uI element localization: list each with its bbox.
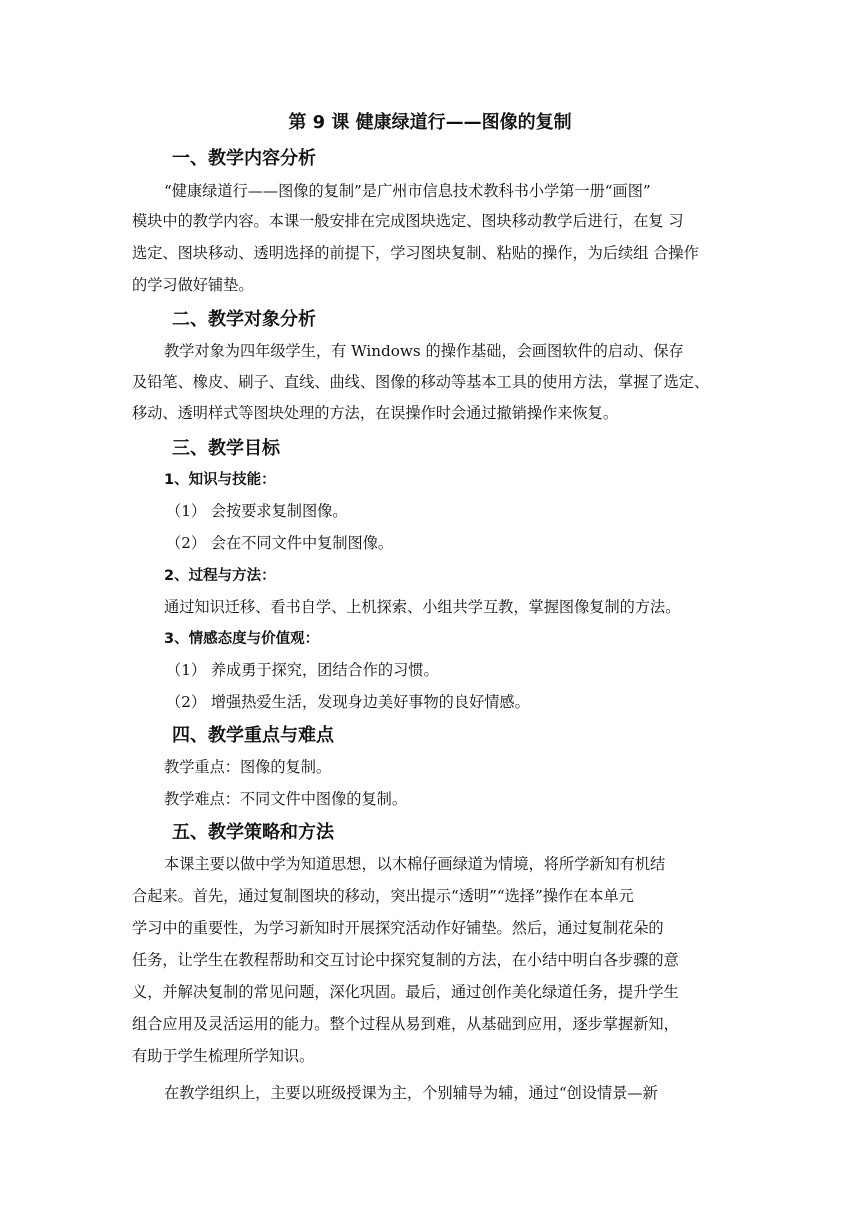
subheading-process-methods: 2、过程与方法： — [164, 568, 276, 584]
paragraph-line: 义，并解决复制的常见问题，深化巩固。最后，通过创作美化绿道任务，提升学生 — [132, 983, 679, 1001]
paragraph-line: 教学重点：图像的复制。 — [164, 758, 332, 776]
list-item: （2） 会在不同文件中复制图像。 — [166, 534, 394, 552]
subheading-knowledge-skills: 1、知识与技能： — [164, 472, 276, 488]
paragraph-line: 教学难点：不同文件中图像的复制。 — [164, 790, 407, 808]
list-item: （1） 会按要求复制图像。 — [166, 502, 348, 520]
list-item: （1） 养成勇于探究，团结合作的习惯。 — [166, 661, 439, 679]
paragraph-line: 在教学组织上，主要以班级授课为主，个别辅导为辅，通过“创设情景—新 — [164, 1084, 658, 1102]
paragraph-line: 的学习做好铺垫。 — [132, 276, 254, 294]
paragraph-line: “健康绿道行——图像的复制”是广州市信息技术教科书小学第一册“画图” — [164, 182, 651, 200]
section-heading-student-analysis: 二、教学对象分析 — [172, 309, 316, 330]
section-heading-objectives: 三、教学目标 — [172, 438, 280, 459]
paragraph-line: 学习中的重要性，为学习新知时开展探究活动作好铺垫。然后，通过复制花朵的 — [132, 919, 664, 937]
paragraph-line: 选定、图块移动、透明选择的前提下，学习图块复制、粘贴的操作，为后续组 合操作 — [132, 244, 699, 262]
paragraph-line: 组合应用及灵活运用的能力。整个过程从易到难，从基础到应用，逐步掌握新知， — [132, 1015, 679, 1033]
paragraph-line: 模块中的教学内容。本课一般安排在完成图块选定、图块移动教学后进行，在复 习 — [132, 212, 684, 230]
paragraph-line: 教学对象为四年级学生，有 Windows 的操作基础，会画图软件的启动、保存 — [164, 342, 684, 360]
paragraph-line: 通过知识迁移、看书自学、上机探索、小组共学互教，掌握图像复制的方法。 — [164, 598, 681, 616]
paragraph-line: 及铅笔、橡皮、刷子、直线、曲线、图像的移动等基本工具的使用方法，掌握了选定、 — [132, 373, 710, 391]
paragraph-line: 合起来。首先，通过复制图块的移动，突出提示“透明”“选择”操作在本单元 — [132, 887, 634, 905]
section-heading-content-analysis: 一、教学内容分析 — [172, 148, 316, 169]
subheading-attitudes-values: 3、情感态度与价值观： — [164, 631, 320, 647]
paragraph-line: 移动、透明样式等图块处理的方法，在误操作时会通过撤销操作来恢复。 — [132, 404, 618, 422]
lesson-title: 第 9 课 健康绿道行——图像的复制 — [288, 112, 572, 133]
paragraph-line: 任务，让学生在教程帮助和交互讨论中探究复制的方法，在小结中明白各步骤的意 — [132, 951, 679, 969]
paragraph-line: 本课主要以做中学为知道思想，以木棉仔画绿道为情境，将所学新知有机结 — [164, 855, 666, 873]
list-item: （2） 增强热爱生活，发现身边美好事物的良好情感。 — [166, 693, 530, 711]
section-heading-key-points: 四、教学重点与难点 — [172, 725, 334, 746]
section-heading-strategies: 五、教学策略和方法 — [172, 822, 334, 843]
paragraph-line: 有助于学生梳理所学知识。 — [132, 1047, 315, 1065]
